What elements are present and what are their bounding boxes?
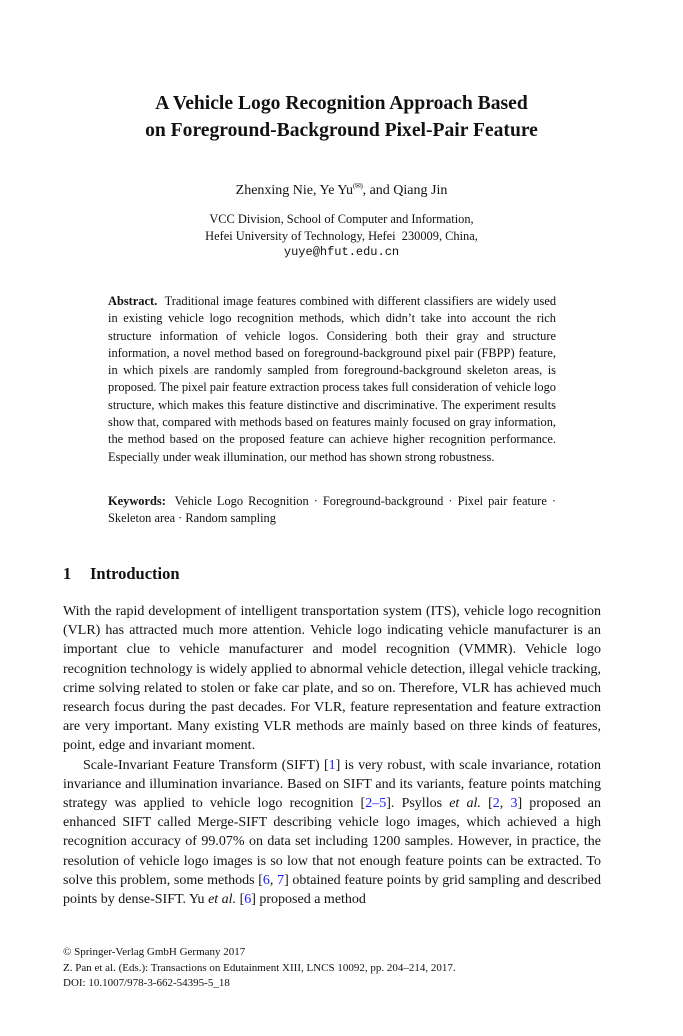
affiliation (60, 211, 623, 261)
citation-link[interactable]: 1 (328, 757, 336, 773)
section-title: Introduction (90, 564, 180, 583)
citation-link[interactable]: 7 (277, 872, 285, 888)
paragraph-1: With the rapid development of intelligent transportation system (ITS), vehicle logo recognition (VLR) has attracted much more attention. Vehicle logo indicating vehicle manufacturer is an important clue to vehicle manufacturer and model recognition (VMMR). Vehicle logo recognition technology is widely applied to abnormal vehicle detection, illegal vehicle tracking, crime solving related to stolen or fake car plate, and so on. Therefore, VLR has achieved much research focus during the past decades. For VLR, feature representation and feature extraction are very important. Many existing VLR methods are mainly based on three kinds of features, point, edge and invariant moment. (63, 604, 601, 754)
text-span: Scale-Invariant Feature Transform (SIFT) [ (83, 757, 329, 773)
text-span: ] proposed an enhanced SIFT called Merge-SIFT describing vehicle logo images, which achieved a high recognition accuracy of 99.07% on data set including 1200 samples. However, in practice, the resolution of vehicle logo images is so low that not enough feature points can be extracted. To solve this problem, some methods [ (63, 796, 602, 888)
section-heading (63, 563, 180, 585)
paper-title (60, 90, 623, 144)
title-line-1: A Vehicle Logo Recognition Approach Based (155, 93, 528, 114)
footer (63, 945, 456, 992)
envelope-icon: (✉) (352, 182, 363, 190)
text-span: , (499, 796, 511, 812)
author-email[interactable]: yuye@hfut.edu.cn (283, 245, 400, 259)
text-span: , (269, 872, 278, 888)
title-line-2: on Foreground-Background Pixel-Pair Feature (145, 120, 538, 141)
et-al: et al. (449, 796, 481, 812)
text-span: ] is very robust, with scale invariance, rotation invariance and illumination invariance. Based on SIFT and its variants, feature points matching strategy was applied to vehicle logo recognition [ (63, 757, 601, 812)
doi[interactable]: DOI: 10.1007/978-3-662-54395-5_18 (63, 977, 230, 989)
affiliation-line-1: VCC Division, School of Computer and Information, (209, 212, 474, 226)
author-list (60, 177, 623, 200)
authors-text-2: , and Qiang Jin (362, 183, 448, 198)
paragraph-2 (63, 756, 601, 910)
authors-text-1: Zhenxing Nie, Ye Yu (235, 183, 353, 198)
text-span: [ (480, 796, 493, 812)
text-span: [ (236, 892, 245, 908)
et-al: et al. (208, 892, 237, 908)
keywords (108, 493, 556, 528)
text-span: ] proposed a method (251, 892, 366, 908)
abstract (108, 293, 556, 466)
affiliation-line-2: Hefei University of Technology, Hefei 230009, China, (205, 228, 478, 243)
section-number: 1 (63, 564, 72, 583)
abstract-label: Abstract. (108, 294, 158, 308)
citation-link[interactable]: 2 (492, 796, 500, 812)
publication-citation: Z. Pan et al. (Eds.): Transactions on Edutainment XIII, LNCS 10092, pp. 204–214, 2017. (63, 961, 456, 974)
citation-link[interactable]: 6 (244, 892, 252, 908)
citation-link[interactable]: 2–5 (365, 796, 387, 812)
abstract-text: Traditional image features combined with different classifiers are widely used in existing vehicle logo recognition methods, which didn’t take into account the rich structure information of vehicle logos. Considering both their gray and structure information, a novel method based on foreground-background pixel pair (FBPP) feature, in which pixels are randomly sampled from foreground-background skeleton areas, is proposed. The pixel pair feature extraction process takes full consideration of vehicle logo structure, which makes this feature distinctive and discriminative. The experiment results show that, compared with methods based on features mainly focused on gray information, the method based on the proposed feature can achieve higher recognition performance. Especially under weak illumination, our method has shown strong robustness. (108, 294, 557, 464)
keywords-label: Keywords: (108, 494, 166, 508)
citation-link[interactable]: 6 (262, 872, 270, 888)
text-span: ]. Psyllos (386, 796, 450, 812)
body-text (63, 602, 601, 909)
citation-link[interactable]: 3 (510, 796, 518, 812)
copyright: © Springer-Verlag GmbH Germany 2017 (63, 946, 246, 958)
keywords-text: Vehicle Logo Recognition · Foreground-background · Pixel pair feature · Skeleton area · Random sampling (108, 494, 556, 526)
text-span: ] obtained feature points by grid sampling and described points by dense-SIFT. Yu (63, 872, 602, 908)
